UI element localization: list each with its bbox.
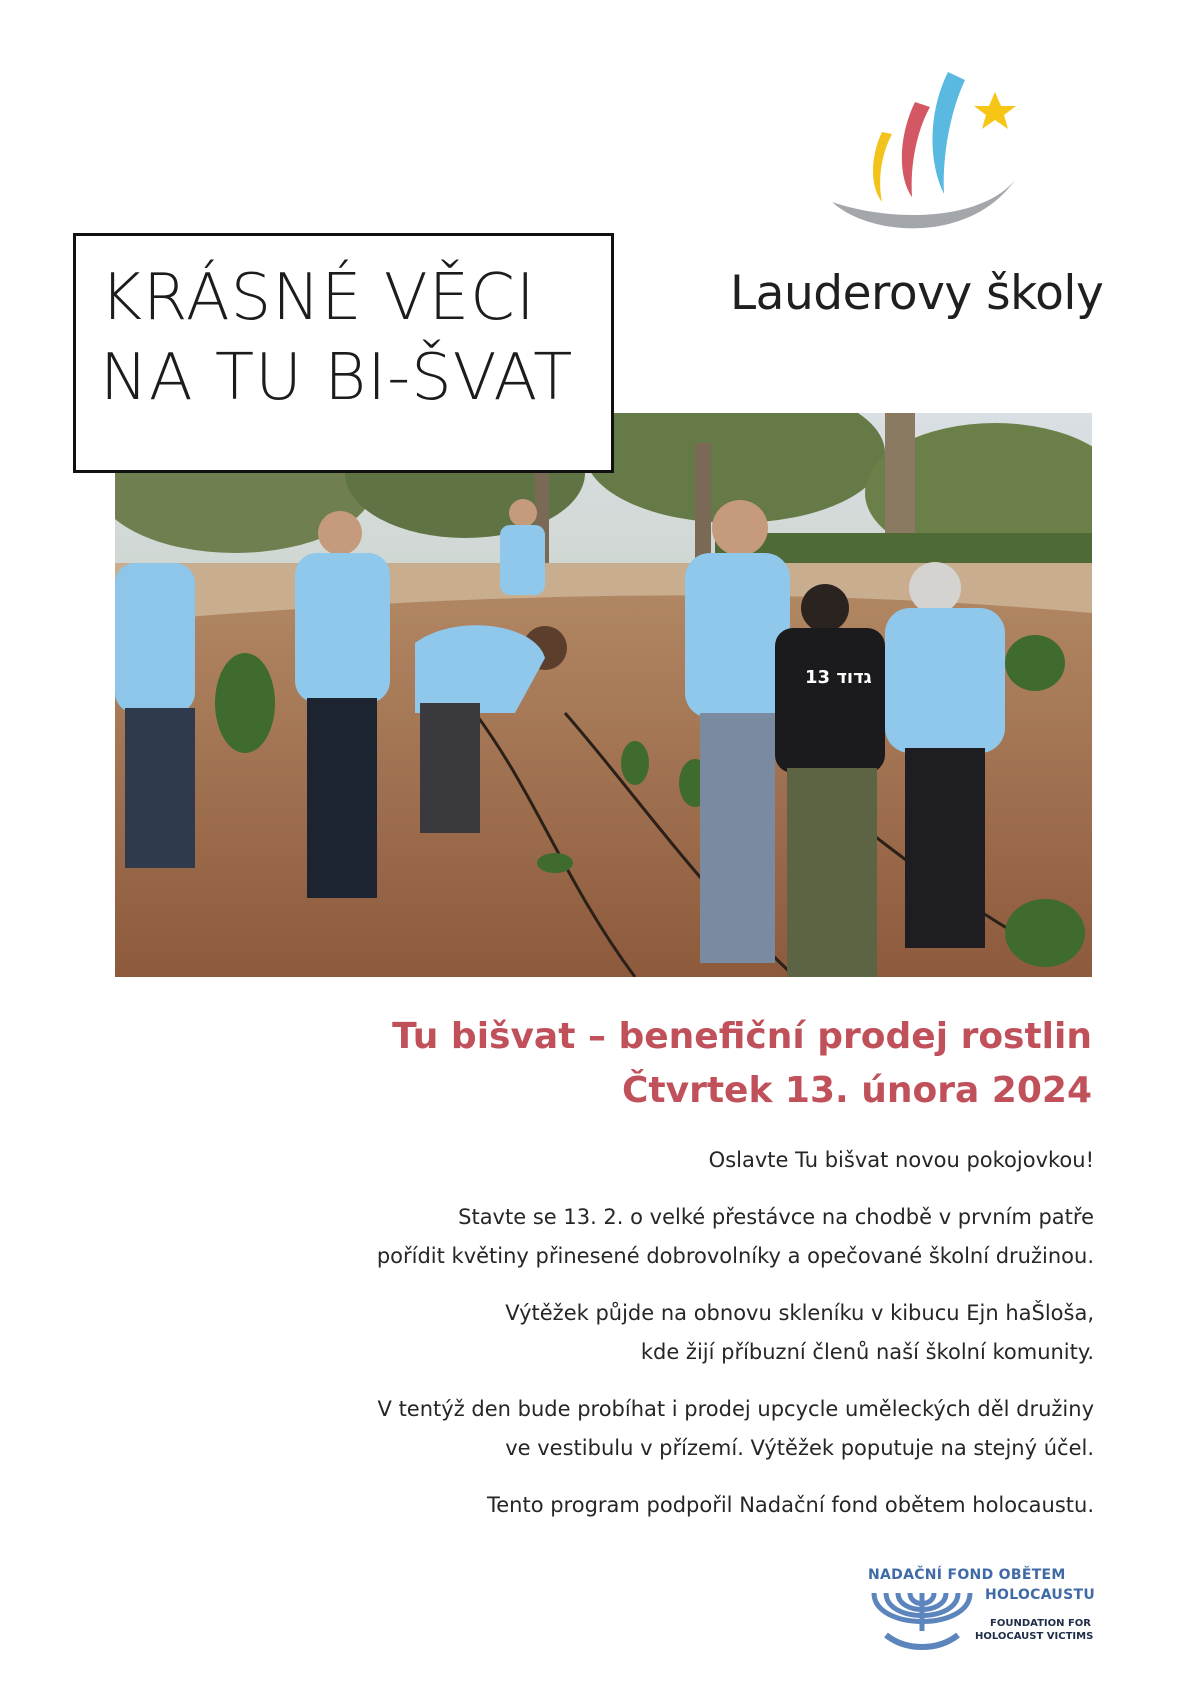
event-date: Čtvrtek 13. února 2024 (621, 1070, 1092, 1111)
logo-wordmark: Lauderovy školy (730, 266, 1104, 321)
lauder-boat-star-icon (800, 62, 1060, 252)
menorah-icon (866, 1591, 978, 1653)
foundation-name-en-2: HOLOCAUST VICTIMS (975, 1631, 1094, 1642)
garden-scene-illustration (115, 413, 1092, 977)
event-description (334, 1141, 1094, 1543)
volunteers-planting-photo (115, 413, 1092, 977)
paragraph: Tento program podpořil Nadační fond obětem holocaustu. (486, 1493, 1094, 1517)
paragraph: Výtěžek půjde na obnovu skleníku v kibucu Ejn haŠloša, kde žijí příbuzní členů naší školní komunity. (505, 1301, 1094, 1364)
poster-title-box (73, 233, 614, 473)
poster-title-line-2: NA TU BI-ŠVAT (100, 341, 574, 415)
foundation-name-cz-2: HOLOCAUSTU (985, 1587, 1095, 1603)
paragraph: Stavte se 13. 2. o velké přestávce na chodbě v prvním patře pořídit květiny přinesené dobrovolníky a opečované školní družinou. (376, 1205, 1094, 1268)
poster-title-line-1: KRÁSNÉ VĚCI (100, 261, 536, 335)
event-headline (292, 1010, 1092, 1118)
event-title: Tu bišvat – benefiční prodej rostlin (392, 1016, 1092, 1057)
paragraph: Oslavte Tu bišvat novou pokojovkou! (708, 1148, 1094, 1172)
paragraph: V tentýž den bude probíhat i prodej upcycle uměleckých děl družiny ve vestibulu v přízemí. Výtěžek poputuje na stejný účel. (377, 1397, 1094, 1460)
lauder-schools-logo (800, 62, 1060, 252)
foundation-logo (862, 1565, 1102, 1655)
foundation-name-en-1: FOUNDATION FOR (990, 1618, 1092, 1629)
foundation-name-cz-1: NADAČNÍ FOND OBĚTEM (868, 1567, 1066, 1583)
shirt-text: גדוד 13 (805, 667, 872, 688)
